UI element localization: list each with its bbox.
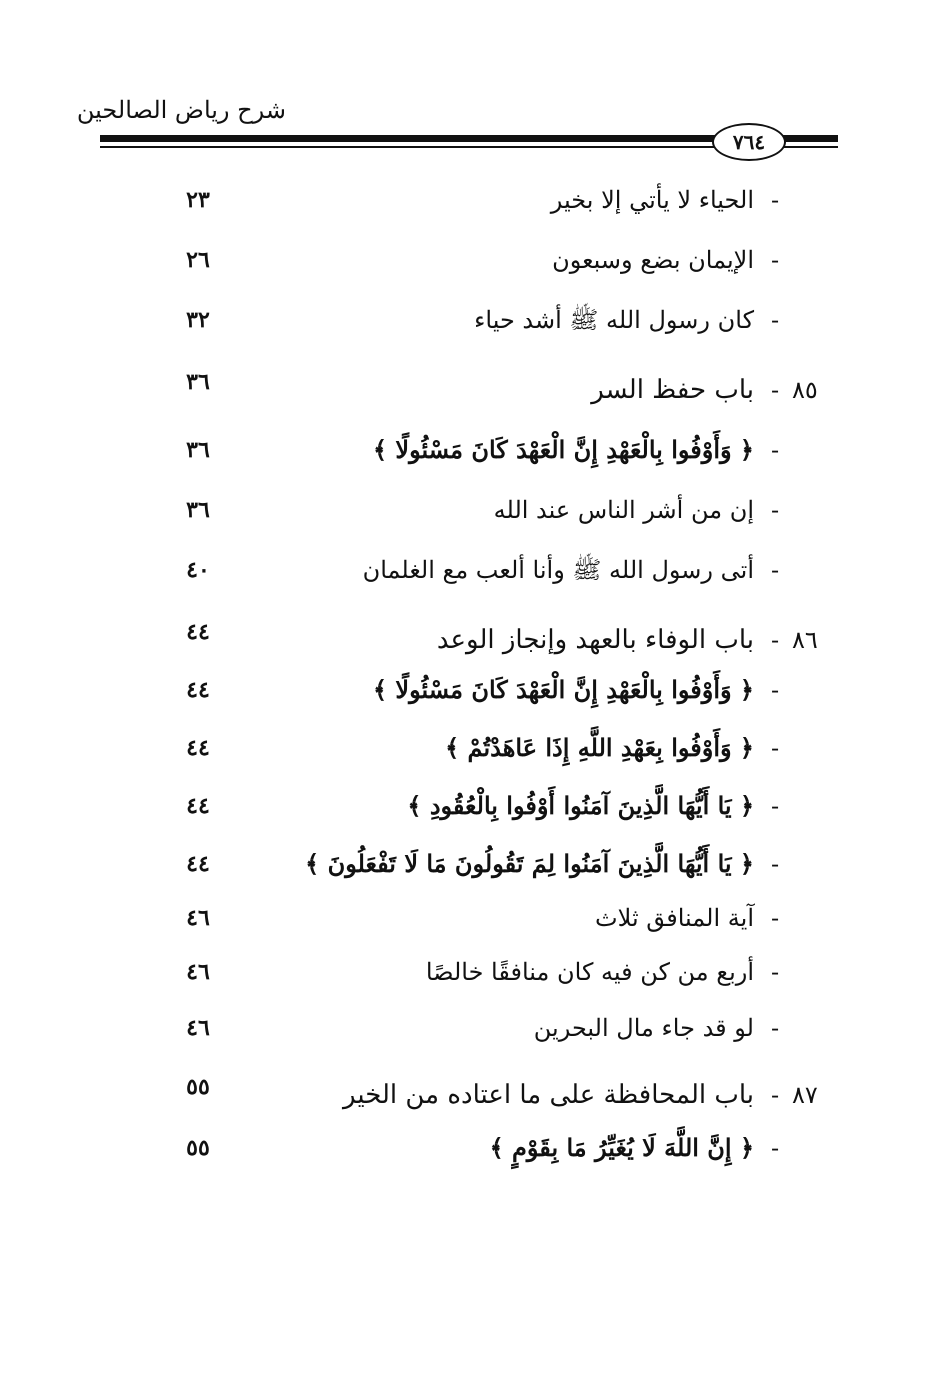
toc-entry-row [0,1008,946,1048]
page-reference: ٤٤ [186,793,210,819]
page-reference: ٥٥ [186,1135,210,1161]
toc-entry-row [0,490,946,530]
entry-dash: - [770,376,780,404]
entry-dash: - [770,556,780,584]
page-reference: ٢٦ [186,247,210,273]
entry-title: ﴿ يَا أَيُّهَا الَّذِينَ آمَنُوا أَوْفُوا بِالْعُقُودِ ﴾ [407,791,754,820]
running-header-title: شرح رياض الصالحين [76,96,286,124]
entry-dash: - [770,676,780,704]
entry-title: الإيمان بضع وسبعون [552,246,754,274]
chapter-number: ٨٥ [792,376,818,404]
page-reference: ٤٤ [186,677,210,703]
entry-dash: - [770,496,780,524]
toc-chapter-row [0,1075,946,1115]
entry-dash: - [770,246,780,274]
entry-title: آية المنافق ثلاث [595,904,754,932]
toc-chapter-row [0,620,946,660]
entry-title: ﴿ وَأَوْفُوا بِالْعَهْدِ إِنَّ الْعَهْدَ كَانَ مَسْئُولًا ﴾ [372,675,754,704]
page-reference: ٤٤ [186,735,210,761]
toc-entry-row [0,728,946,768]
toc-entry-row [0,844,946,884]
entry-title: إن من أشر الناس عند الله [493,496,754,524]
page-reference: ٣٦ [186,369,210,395]
toc-chapter-row [0,370,946,410]
page-reference: ٢٣ [186,187,210,213]
page-reference: ٤٤ [186,851,210,877]
page-number: ٧٦٤ [712,123,786,161]
page-reference: ٥٥ [186,1074,210,1100]
entry-title: ﴿ إِنَّ اللَّهَ لَا يُغَيِّرُ مَا بِقَوْمٍ ﴾ [489,1133,754,1162]
entry-dash: - [770,186,780,214]
entry-title: الحياء لا يأتي إلا بخير [550,186,754,214]
entry-title: أتى رسول الله ﷺ وأنا ألعب مع الغلمان [362,556,754,584]
toc-entry-row [0,180,946,220]
toc-entry-row [0,550,946,590]
chapter-number: ٨٦ [792,626,818,654]
entry-title: أربع من كن فيه كان منافقًا خالصًا [425,958,754,986]
entry-dash: - [770,626,780,654]
toc-entry-row [0,240,946,280]
toc-entry-row [0,300,946,340]
toc-entry-row [0,898,946,938]
page-reference: ٣٦ [186,497,210,523]
page-reference: ٤٠ [186,557,210,583]
chapter-title: باب المحافظة على ما اعتاده من الخير [343,1080,754,1110]
page-reference: ٣٦ [186,437,210,463]
entry-dash: - [770,1014,780,1042]
page-reference: ٤٦ [186,959,210,985]
entry-dash: - [770,958,780,986]
toc-entry-row [0,786,946,826]
entry-dash: - [770,792,780,820]
page-reference: ٣٢ [186,307,210,333]
page-reference: ٤٦ [186,1015,210,1041]
toc-entry-row [0,1128,946,1168]
entry-title: ﴿ وَأَوْفُوا بِالْعَهْدِ إِنَّ الْعَهْدَ كَانَ مَسْئُولًا ﴾ [372,435,754,464]
toc-entry-row [0,670,946,710]
entry-dash: - [770,306,780,334]
entry-dash: - [770,850,780,878]
entry-dash: - [770,904,780,932]
toc-entry-row [0,430,946,470]
page-reference: ٤٦ [186,905,210,931]
page-reference: ٤٤ [186,619,210,645]
entry-dash: - [770,1081,780,1109]
entry-title: ﴿ يَا أَيُّهَا الَّذِينَ آمَنُوا لِمَ تَقُولُونَ مَا لَا تَفْعَلُونَ ﴾ [305,849,754,878]
chapter-title: باب حفظ السر [591,375,754,405]
entry-dash: - [770,436,780,464]
chapter-title: باب الوفاء بالعهد وإنجاز الوعد [436,625,754,655]
entry-title: كان رسول الله ﷺ أشد حياء [474,306,754,334]
entry-title: لو قد جاء مال البحرين [533,1014,754,1042]
entry-title: ﴿ وَأَوْفُوا بِعَهْدِ اللَّهِ إِذَا عَاهَدْتُمْ ﴾ [445,733,754,762]
entry-dash: - [770,734,780,762]
chapter-number: ٨٧ [792,1081,818,1109]
entry-dash: - [770,1134,780,1162]
toc-entry-row [0,952,946,992]
